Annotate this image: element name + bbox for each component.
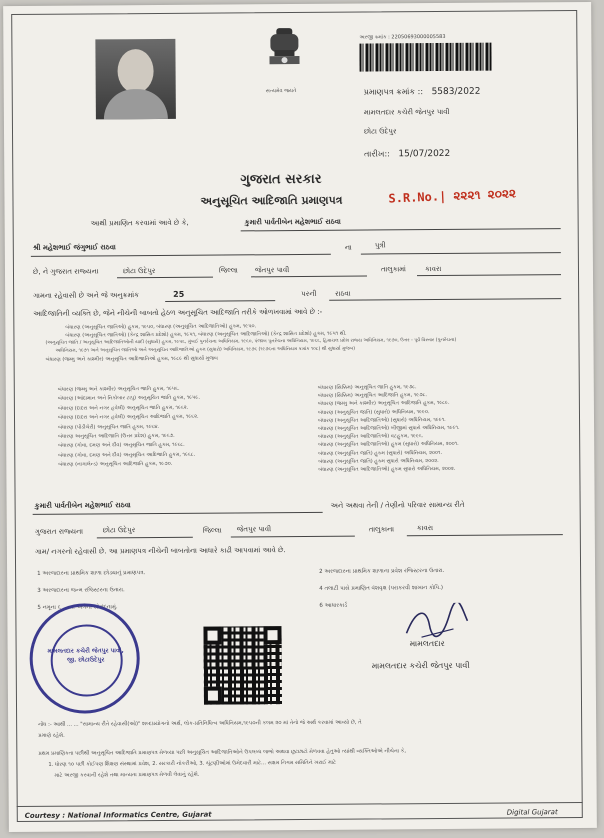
certificate-number-row: પ્રમાણપત્ર ક્રમાંક :: 5583/2022	[363, 86, 481, 98]
village-label: ગામના રહેવાસી છે અને જે અનુક્રમાંક	[33, 291, 140, 300]
taluka-district-label: જિલ્લા	[218, 266, 238, 275]
doc-4: 4 તલાટી પાસે પ્રમાણિત વંશવૃક્ષ (પરાકરવી શાખાન કોપિ.)	[319, 585, 443, 592]
signature-office: મામલતદાર કચેરી જેતપુર પાવી	[371, 660, 470, 671]
emblem-caption: સત્યમેવ જયતે	[265, 88, 297, 95]
taluka: જેતપુર પાવી	[254, 266, 290, 275]
orders-list-right: બંધારણ (સિક્કિમ) અનુસૂચિત જાતિ હુકમ, ૧૯૭૮. બંધારણ (સિક્કિમ) અનુસૂચિત આદિજાતિ હુકમ, ૧૯૭૮. બંધારણ (જમ્મુ અને કાશ્મીર) અનુસૂચિત આદિજાતિ હુકમ, ૧૯૮૯. બંધારણ (અનુસૂચિત જાતિ) (સુધારો) અધિનિયમ, ૧૯૯૦. બંધારણ (અનુસૂચિત આદિજાતિઓ) (સુધારો) અધિનિયમ, ૧૯૯૧. બંધારણ (અનુસૂચિત આદિજાતિઓ) બીજીમાં સુધારો અધિનિયમ, ૧૯૯૧. બંધારણ (અનુસૂચિત આદિજાતિઓ) વટહુકમ, ૧૯૯૬. બંધારણ (અનુસૂચિત આદિજાતિઓ) હુકમ (સુધારો) અધિનિયમ, ૨૦૦૧. બંધારણ (અનુસૂચિત જાતિ) હુકમ (સુધારો) અધિનિયમ, ૨૦૦૧. બંધારણ (અનુસૂચિત જાતિ) હુકમ સુધારો અધિનિયમ, ૨૦૦૨. બંધારણ (અનુસૂચિત આદિજાતિઓ) હુકમ સુધારો અધિનિયમ, ૨૦૦૨.	[317, 384, 460, 473]
certificate-sheet	[3, 2, 597, 832]
office-line2: છોટા ઉદેપુર	[363, 127, 397, 136]
applicant-photo	[95, 39, 176, 120]
note-1b: પ્રમાણે રહેશે.	[38, 732, 65, 739]
note-2c: માટે અરજી કરવાની રહેશે તથા માન્યતા પ્રમાણપત્ર મેળવી લેવાનું રહેશે.	[54, 771, 200, 779]
father-name: શ્રી મહેશભાઈ જંગુભાઈ રાઠવા	[32, 243, 116, 252]
district: છોટા ઉદેપુર	[122, 267, 156, 276]
note-2: પ્રથમ પ્રમાણિકતા પછીથી અનુસૂચિત આદિજાતિ પ્રમાણપત્ર મેળવ્યા પછી અનુસૂચિત આદિજાતિઓને ઉપલબ્ધ લાભો અથવા છૂટછાટો મેળવવા હેતુઓ ત્યાંથી વ્યક્તિઓએ નીચેના કે,	[38, 748, 406, 757]
taluka-label-2: તાલુકાના	[368, 525, 395, 534]
issue-date: 15/07/2022	[398, 148, 451, 160]
barcode	[359, 43, 491, 72]
applicant-name: કુમારી પાર્વતીબેન મહેશભાઈ રાઠવા	[244, 217, 341, 227]
state-label: છે, ને ગુજરાત રાજ્યના	[32, 267, 99, 276]
note-2b: 1. ધોરણ ૧૦ પછી કોઈપણ શિક્ષણ સંસ્થામાં પ્રવેશ, 2. સરકારી નોકરીઓ, 3. ચૂંટણીઓમાં ઉમેદવારી માટે... સક્ષમ નિગમ સમિતિને ખરાઈ માટે	[48, 759, 337, 768]
tribe-label: પરની	[301, 289, 317, 298]
certificate-number: 5583/2022	[431, 86, 481, 98]
issue-date-row: તારીખ:: 15/07/2022	[364, 148, 451, 160]
handwritten-serial: S.R.No.| ૨૨૨૧ ૨૦૨૨	[388, 186, 517, 206]
doc-2: 2 અરજદારના પ્રાથમિક શાળાના પ્રવેશ રજિસ્ટરના ઉતારા.	[319, 567, 445, 575]
taluka-district-label-2: જિલ્લા	[202, 526, 222, 535]
tribe: રાઠવા	[335, 289, 351, 298]
family-text: અને અથવા તેની / તેણીનો પરિવાર સામાન્ય રીતે	[330, 500, 465, 510]
official-stamp	[29, 603, 140, 714]
govt-title: ગુજરાત સરકાર	[240, 171, 322, 188]
office-line1: મામલતદાર કચેરી જેતપુર પાવી	[363, 107, 450, 117]
district-2: છોટા ઉદેપુર	[102, 526, 136, 535]
village: કાવરા	[424, 265, 442, 274]
national-emblem-icon	[261, 22, 307, 84]
doc-1: 1 અરજદારના પ્રાથમિક શાળા છોડ્યાનું પ્રમાણપત્ર.	[37, 570, 146, 577]
signature-title: મામલતદાર	[409, 638, 445, 649]
stamp-text: મામલતદાર કચેરી જેતપુર પાવી, જી. છોટાઉદેપુર	[47, 647, 124, 664]
applicant-name-2: કુમારી પાર્વતીબેન મહેશભાઈ રાઠવા	[34, 501, 131, 510]
order-lines: બંધારણ (અનુસૂચિત જાતિઓ) હુકમ, ૧૯૫૦, બંધારણ (અનુસૂચિત આદિજાતિઓ) હુકમ, ૧૯૫૦. બંધારણ (અનુસૂચિત જાતિઓ) (કેન્દ્ર શાસિત પ્રદેશો) હુકમ, ૧૯૫૧, બંધારણ (અનુસૂચિત આદિજાતિઓ) (કેન્દ્ર શાસિત પ્રદેશો) હુકમ, ૧૯૫૧ થી. (અનુસૂચિત જાતિ / અનુસૂચિત આદિજાતિઓની યાદી (સુધારો) હુકમ, ૧૯૫૬, મુંબઈ પુનર્રચના અધિનિયમ, ૧૯૬૦, પંજાબ પુનર્રચના અધિનિયમ, ૧૯૬૬, હિમાચલ પ્રદેશ રાજ્ય અધિનિયમ, ૧૯૭૦, ઉત્તર - પૂર્વ વિસ્તાર (પુનર્રચના) અધિનિયમ, ૧૯૭૧ અને અનુસૂચિત જાતિઓ અને અનુસૂચિત આદિજાતિઓ હુકમ (સુધારો) અધિનિયમ, ૧૯૭૬ (૧૯૭૬ના અધિનિયમ ક્રમાંક ૧૦૮) થી સુધાર્યા મુજબ) બંધારણ (જમ્મુ અને કાશ્મીર) અનુસૂચિત આદિજાતિઓ હુકમ, ૧૯૮૯ થી સુધાર્યા મુજબ	[45, 323, 457, 363]
qr-code	[203, 626, 282, 705]
doc-3: 3 અરજદારના જન્મ રજિસ્ટરના ઉતારા.	[37, 587, 125, 594]
barcode-caption: અરજી ક્રમાંક : 22050693000005583	[359, 33, 446, 41]
state-label-2: ગુજરાત રાજ્યના	[34, 527, 84, 536]
certificate-title: અનુસૂચિત આદિજાતિ પ્રમાણપત્ર	[200, 193, 343, 208]
taluka-2: જેતપુર પાવી	[236, 525, 272, 534]
relation: પુત્રી	[374, 241, 386, 250]
taluka-label: તાલુકામાં	[380, 265, 406, 274]
certified-text: આથી પ્રમાણિત કરવામાં આવે છે કે,	[90, 218, 189, 228]
serial-number: 25	[173, 289, 185, 299]
residence-text: ગામ/ નગરનો રહેવાસી છે. આ પ્રમાણપત્ર નીચેની બાબતોના આધારે કાઢી આપવામાં આવે છે.	[34, 546, 286, 556]
note-1: નોંધ :- આથી ... ... "સામાન્ય રીતે રહેવાસી(ઓ)" શબ્દપ્રયોગનો અર્થ, લોક-પ્રતિનિધિત્વ અધિનિયમ,૧૯૫૦ની કલમ ૨૦ માં તેનો જે અર્થ કરવામાં આવ્યો છે, તે	[38, 719, 362, 728]
courtesy-text: Courtesy : National Informatics Centre, Gujarat	[24, 810, 212, 820]
doc-5: 5 નમૂના ૬ ... ... અંગેના સોગંદનામું.	[37, 604, 118, 611]
orders-list-left: બંધારણ (જમ્મુ અને કાશ્મીર) અનુસૂચિત જાતિ હુકમ, ૧૯૫૬. બંધારણ (આંદામાન અને નિકોબાર ટાપુ) અનુસૂચિત જાતિ હુકમ, ૧૯૫૯. બંધારણ (દાદરા અને નગર હવેલી) અનુસૂચિત જાતિ હુકમ, ૧૯૬૨. બંધારણ (દાદરા અને નગર હવેલી) અનુસૂચિત આદિજાતિ હુકમ, ૧૯૬૨. બંધારણ (પોંડીચેરી) અનુસૂચિત જાતિ હુકમ, ૧૯૬૪. બંધારણ અનુસૂચિત આદિજાતિ (ઉત્તર પ્રદેશ) હુકમ, ૧૯૬૭. બંધારણ (ગોવા, દમણ અને દીવ) અનુસૂચિત જાતિ હુકમ, ૧૯૬૮. બંધારણ (ગોવા, દમણ અને દીવ) અનુસૂચિત આદિજાતિ હુકમ, ૧૯૬૮. બંધારણ (નાગાલેન્ડ) અનુસૂચિત આદિજાતિ હુકમ, ૧૯૭૦.	[57, 385, 200, 468]
village-2: કાવરા	[416, 524, 434, 533]
signature-icon	[401, 603, 471, 643]
doc-6: 6 આધારકાર્ડ	[319, 602, 348, 609]
digital-gujarat-text: Digital Gujarat	[506, 808, 558, 817]
relation-label: ના	[344, 243, 352, 252]
tribe-text: આદિજાતિની વ્યક્તિ છે, જેને નીચેની બાબતો હેઠળ અનુસૂચિત આદિજાતિ તરીકે ઓળખવામાં આવે છે :-	[33, 307, 323, 318]
